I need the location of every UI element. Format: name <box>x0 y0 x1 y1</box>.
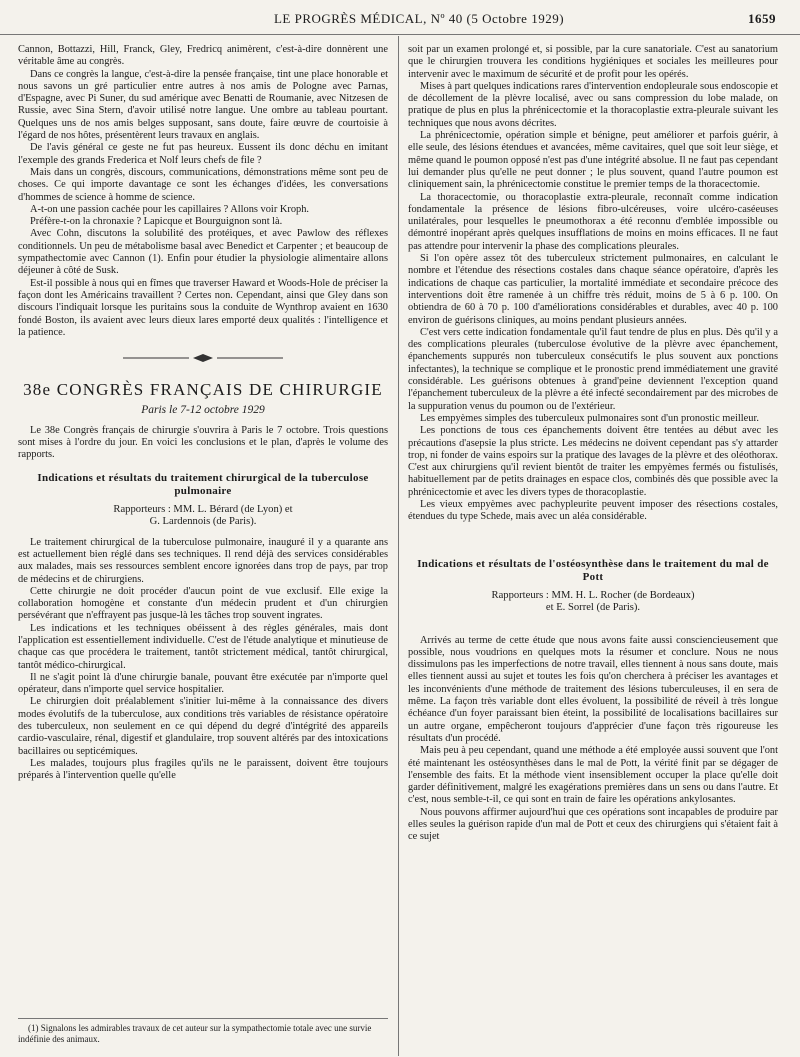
section-ornament <box>18 353 388 366</box>
paragraph: La thoracectomie, ou thoracoplastie extra-pleurale, reconnaît comme indication fondamentale la présence de lésions fibro-ulcéreuses, voire ulcéro-caséeuses unilatérales, pour lesquelles le pneumothorax a été reconnu d'emblée impossible ou démontré inopérant après quelques insufflations de moins en moins efficaces. Il ne faut pas attendre pour intervenir la phase des complications pleurales. <box>408 191 778 252</box>
paragraph: Les indications et les techniques obéissent à des règles générales, mais dont l'application est essentiellement individuelle. C'est de l'étude analytique et minutieuse de chaque cas que procédera le traitement, tantôt strictement médical, tantôt chirurgical, tantôt médico-chirurgical. <box>18 622 388 671</box>
paragraph: Mais dans un congrès, discours, communications, démonstrations même sont peu de choses. Ce qui importe davantage ce sont les échanges d'idées, les conversations d'hommes de science à homme de science. <box>18 166 388 203</box>
journal-title: LE PROGRÈS MÉDICAL, Nº 40 (5 Octobre 1929) <box>273 11 565 26</box>
left-column <box>18 44 388 783</box>
paragraph: soit par un examen prolongé et, si possible, par la cure sanatoriale. C'est au sanatorium que le chirurgien trouvera les conditions hygiéniques et sociales les meilleures pour intervenir avec le maximum de sécurité et de profit pour les opérés. <box>408 44 778 80</box>
paragraph: Les vieux empyèmes avec pachypleurite peuvent imposer des résections costales, étendues du type Schede, mais avec un aléa considérable. <box>408 498 778 523</box>
paragraph: Le chirurgien doit préalablement s'initier lui-même à la connaissance des divers modes évolutifs de la tuberculose, aux conditions très variables de résistance opératoire des tuberculeux, non seulement en ce qui dépend du degré d'intégrité des appareils cardio-vasculaire, rénal, digestif et glandulaire, trop souvent altérés par des intoxications bacillaires ou septicémiques. <box>18 696 388 757</box>
paragraph: De l'avis général ce geste ne fut pas heureux. Eussent ils donc déchu en imitant l'exemple des grands Frederica et Nolf leurs chefs de file ? <box>18 142 388 166</box>
paragraph: Les malades, toujours plus fragiles qu'ils ne le paraissent, doivent être toujours préparés à l'intervention quelle qu'elle <box>18 757 388 782</box>
paragraph: Le traitement chirurgical de la tuberculose pulmonaire, inauguré il y a quarante ans est actuellement bien réglé dans ses techniques. Il rend déjà des services considérables aux malades, mais ses ressources semblent encore ignorées dans trop de pays, par trop de médecins et de chirurgiens. <box>18 536 388 585</box>
paragraph: Si l'on opère assez tôt des tuberculeux strictement pulmonaires, en calculant le nombre et l'étendue des résections costales dans chaque séance opératoire, d'après les indications de chaque cas particulier, la mortalité immédiate et secondaire précoce des interventions doit être ramenée à un chiffre très réduit, moins de 5 à 6 p. 100. On obtiendra de 60 à 70 p. 100 d'améliorations considérables et durables, avec 40 p. 100 environ de guérisons cliniques, au moins pendant plusieurs années. <box>408 253 778 326</box>
congress-dates: Paris le 7-12 octobre 1929 <box>141 404 265 417</box>
paragraph: Dans ce congrès la langue, c'est-à-dire la pensée française, tint une place honorable et nous savons un gré particulier entre autres à nos amis de Pologne avec Parnas, d'Espagne, avec Pi Suner, du sud amérique avec Benatti de Roumanie, avec Nitzesen de Russie, avec Sina Stern, d'avoir utilisé notre langue. Une ombre au tableau pourtant. Quelques uns de nos amis belges supposant, sans doute, faire œuvre de courtoisie à l'égard de nos hôtes, présentèrent leurs travaux en anglais. <box>18 68 388 142</box>
paragraph: A-t-on une passion cachée pour les capillaires ? Allons voir Kroph. <box>30 203 310 215</box>
paragraph: Cette chirurgie ne doit procéder d'aucun point de vue exclusif. Elle exige la collaboration homogène et constante d'un médecin prudent et d'un chirurgien persévérant que n'effrayent pas jusque-là les tâches trop souvent ingrates. <box>18 585 388 622</box>
rapporteurs-line: Rapporteurs : MM. H. L. Rocher (de Bordeaux) <box>491 589 695 601</box>
page-number: 1659 <box>748 11 776 26</box>
congress-intro: Le 38e Congrès français de chirurgie s'ouvrira à Paris le 7 octobre. Trois questions sont mises à l'ordre du jour. En voici les conclusions et le plan, d'après le volume des rapports. <box>18 424 388 461</box>
paragraph: Préfère-t-on la chronaxie ? Lapicque et Bourguignon sont là. <box>30 216 283 228</box>
rapporteurs <box>408 590 778 615</box>
paragraph: Les empyèmes simples des tuberculeux pulmonaires sont d'un pronostic meilleur. <box>420 412 759 424</box>
paragraph: Arrivés au terme de cette étude que nous avons faite aussi consciencieusement que possible, nous voudrions en quelques mots la résumer et conclure. Nous ne nous dissimulons pas les imperfections de notre travail, elles tiennent à nous sans doute, mais elles tiennent aussi au sujet et toutes les fois qu'on cherchera à préciser les avantages et les inconvénients d'une méthode de traitement des lésions tuberculeuses, il en sera de même. La façon très variable dont elles évoluent, la possibilité de réveil à très longue échéance d'un foyer paraissant bien éteint, la possibilité de localisations bacillaires sur un autre organe, empêcheront toujours d'apprécier d'une façon très rigoureuse les résultats d'un procédé. <box>408 634 778 744</box>
paragraph: Nous pouvons affirmer aujourd'hui que ces opérations sont incapables de produire par elles seules la guérison rapide d'un mal de Pott et ceux des chirurgiens qui s'étaient fait à ce sujet <box>408 806 778 843</box>
rapporteurs-line: Rapporteurs : MM. L. Bérard (de Lyon) et <box>113 503 293 515</box>
running-head <box>30 4 776 34</box>
paragraph: Cannon, Bottazzi, Hill, Franck, Gley, Fredricq animèrent, c'est-à-dire donnèrent une véritable âme au congrès. <box>18 44 388 68</box>
right-column <box>408 44 778 844</box>
rapporteurs-line: et E. Sorrel (de Paris). <box>545 602 641 614</box>
paragraph: La phrénicectomie, opération simple et bénigne, peut améliorer et parfois guérir, à elle seule, des lésions étendues et avancées, même cavitaires, quel que soit leur siège, et même quand le poumon opposé n'est pas d'une intégrité absolue. Il ne faut pas cependant lui demander plus qu'elle ne peut donner ; le plus souvent, quand l'autre poumon est cliniquement sain, la phrénicectomie constitue le premier temps de la thoracectomie. <box>408 130 778 191</box>
section-title: Indications et résultats de l'ostéosynthèse dans le traitement du mal de Pott <box>417 557 769 583</box>
paragraph: Il ne s'agit point là d'une chirurgie banale, pouvant être exécutée par n'importe quel opérateur, dans n'importe quel service hospitalier. <box>18 671 388 696</box>
paragraph: Est-il possible à nous qui en fîmes que traverser Haward et Woods-Hole de préciser la façon dont les Américains travaillent ? Certes non. Cependant, ainsi que Gley dans son discours l'indiquait lorsque les puritains sous la conduite de Wynthrop avaient en 1630 fondé Boston, ils avaient avec leurs dieux lares emporté deux qualités : l'intelligence et la patience. <box>18 277 388 338</box>
rapporteurs <box>18 504 388 529</box>
ornament-rule-icon <box>123 353 283 363</box>
footnote-text: (1) Signalons les admirables travaux de cet auteur sur la sympathectomie totale avec une survie indéfinie des animaux. <box>18 1023 372 1044</box>
paragraph: C'est vers cette indication fondamentale qu'il faut tendre de plus en plus. Dès qu'il y a des complications pleurales (tuberculose évolutive de la plèvre avec épanchement, épanchements suppurés non tuberculeux consécutifs le plus souvent aux ponctions infectantes), la technique se complique et le pronostic prend immédiatement une gravité considérable. Les guérisons obtenues à grand'peine deviennent l'exception quand l'épanchement tuberculeux de la plèvre a été infecté secondairement par des microbes de la suppuration venus du poumon ou de l'extérieur. <box>408 326 778 412</box>
congress-title: 38e CONGRÈS FRANÇAIS DE CHIRURGIE <box>23 380 383 400</box>
header-rule <box>0 34 800 35</box>
paragraph: Mises à part quelques indications rares d'intervention endopleurale sous endoscopie et de décollement de la plèvre localisé, avec ou sans compression du lobe malade, on pratique de plus en plus la phrénicectomie et la thoracoplastie extra-pleurale suivant les techniques que nous avons décrites. <box>408 80 778 129</box>
paragraph: Les ponctions de tous ces épanchements doivent être tentées au début avec les précautions d'asepsie la plus stricte. Les médecins ne doivent cependant pas s'y attarder trop, ni fonder de vains espoirs sur la pratique des lavages de la plèvre et des oléothorax. C'est aux chirurgiens qu'il revient bientôt de traiter les empyèmes fermés ou fistulisés, habituellement par de petits drainages en espace clos, combinés dès que possible avec la phrénicectomie et avec les divers types de thoracoplastie. <box>408 425 778 498</box>
column-divider <box>398 36 399 1056</box>
paragraph: Avec Cohn, discutons la solubilité des protéiques, et avec Pawlow des réflexes conditionnels. Un peu de métabolisme basal avec Benedict et Carpenter ; et beaucoup de sympathectomie avec Cannon (1). Enfin pour étudier la physiologie alimentaire allons déjeuner à côté de Susk. <box>18 228 388 277</box>
rapporteurs-line: G. Lardennois (de Paris). <box>149 516 257 528</box>
section-title: Indications et résultats du traitement chirurgical de la tuberculose pulmonaire <box>37 471 369 497</box>
footnote <box>18 1018 388 1045</box>
paragraph: Mais peu à peu cependant, quand une méthode a été employée aussi souvent que l'ont été maintenant les ostéosynthèses dans le mal de Pott, la vérité finit par se dégager de l'ensemble des faits. Et la méthode vient insensiblement occuper la place qu'elle doit garder définitivement, malgré les exagérations premières dans un sens ou dans l'autre. Et c'est, nous semble-t-il, ce qui sont en train de faire les opérations ankylosantes. <box>408 745 778 806</box>
